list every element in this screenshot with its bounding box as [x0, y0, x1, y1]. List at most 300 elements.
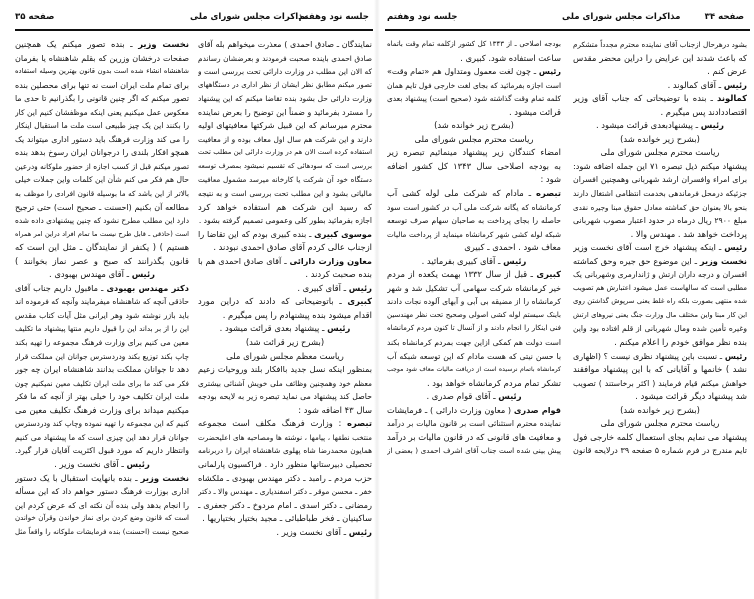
line-text: این کار مبنا واین مختلف مال وزارت جنگ یعنی نیروهای ارتش — [573, 310, 747, 319]
line-text: که رسید این شرکت هم استفاده خواهد کرد — [198, 201, 372, 212]
text-line — [15, 214, 189, 228]
line-text: ریاست معظم مجلس شورای ملی — [226, 350, 344, 361]
text-line — [198, 173, 372, 187]
line-text: تصور میکنم که اگر چنین قانونی را بگذرانیم تا حدی ما — [15, 94, 189, 104]
line-text: نماینده محترم استثنائی است بر قانون مالیات بر درآمد — [387, 419, 561, 429]
header-rule — [385, 29, 750, 31]
text-line — [573, 106, 747, 120]
text-line — [573, 133, 747, 147]
text-line — [387, 255, 561, 269]
text-line — [15, 295, 189, 309]
line-text: مطلبی است که سالهاست عمل میشود اعتبارش هم تصویب — [573, 283, 747, 292]
text-line — [387, 187, 561, 201]
session-label: جلسه نود وهفتم — [387, 12, 458, 22]
line-text: نمایندگان ـ صادق احمدی ) معذرت میخواهم بله آقای — [198, 40, 372, 49]
line-text: جزئیکه درمحل فرماندهی بخدمت انتظامی اشتغال دارند — [573, 189, 747, 199]
line-text: معاف شود . احمدی ـ کبیری — [464, 242, 561, 253]
text-line — [573, 241, 747, 255]
line-text: دستگاه خود آن شرکت یا کارخانه میرسد مشمول معافیت — [198, 175, 372, 185]
text-line — [198, 417, 372, 431]
line-text: را مسترد بفرمائید و ضمناً این توضیح را بعرض نماینده — [198, 107, 372, 117]
line-text: ـ چون لغت معمول ومتداول هم «تمام وقت» — [387, 67, 539, 77]
text-line — [198, 52, 372, 66]
text-line — [573, 65, 747, 79]
speaker-name: رئیس — [131, 269, 155, 280]
text-line — [573, 187, 747, 201]
line-text: شاهنشاه انشاء شده است بدون قانون بهترین وسیله استفاده — [15, 67, 189, 76]
text-line — [387, 201, 561, 215]
text-line — [15, 309, 189, 323]
text-line — [573, 38, 747, 52]
line-text: چاپ بکند توزیع بکند ودردسترس جوانان این مملکت قرار — [15, 351, 189, 361]
line-text: ازجناب عالی کردم آقای صادق احمدی نبودند . — [213, 242, 372, 253]
line-text: ـ آقای قوام صدری . — [426, 391, 499, 402]
speaker-name: موسوی کبیری — [314, 228, 372, 239]
line-text: ریاست محترم مجلس شورای ملی — [414, 133, 534, 144]
text-line — [387, 160, 561, 174]
text-line — [573, 119, 747, 133]
text-line — [15, 512, 189, 526]
speaker-name: دکتر مهندس بهبودی — [106, 282, 189, 293]
speaker-name: رئیس — [126, 458, 150, 469]
speaker-name: رئیس — [503, 255, 527, 266]
line-text: امضاء کنندگان زیر پیشنهاد مینمائیم تبصره زیر — [387, 147, 561, 158]
line-text: پیشنهاد میکنم ذیل تبصره ۷۱ این جمله اضافه شود: — [573, 160, 747, 171]
text-line — [15, 499, 189, 513]
text-line — [573, 336, 747, 350]
text-line — [15, 377, 189, 391]
text-line — [198, 146, 372, 160]
line-text: ـ این موضوع حق جیره وحق کماشته — [573, 255, 700, 266]
line-text: خفر ـ محسن موقر ـ دکتر اسفندیاری ـ مهندس والا ـ دکتر — [198, 487, 372, 497]
line-text: برای امراء وافسران ارشد شهربانی وهمچنین افسران — [573, 175, 747, 185]
line-text: حال هم فکر می کنم شأن این کلمات واین جملات خیلی — [15, 175, 189, 185]
text-line — [573, 322, 747, 336]
text-line — [573, 255, 747, 269]
line-text: (بشرح زیر خوانده شد) — [620, 133, 700, 144]
line-text: صفحات درخشان وزرین که بقلم شاهنشاه یا بفرمان — [15, 53, 189, 63]
text-line — [198, 187, 372, 201]
line-text: رمضانی ـ دکتر اسدی ـ امام مردوخ ـ دکتر جعفری ـ — [198, 499, 372, 510]
text-column — [198, 38, 372, 539]
text-line — [198, 377, 372, 391]
line-text: است (حاذقی ـ قابل طرح نیست ما تمام افراد دراین امر همراه — [15, 229, 189, 238]
line-text: که الان این مطلب در وزارت دارائی تحت بررسی است و — [198, 67, 372, 77]
page-number: صفحه ۳۴ — [704, 12, 744, 22]
line-text: ـ نسبت باین پیشنهاد نظری نیست ؟ (اظهاری — [573, 351, 725, 361]
line-text: جوانان قرار دهد این چیزی است که ما پیشنهاد می کنیم — [15, 432, 189, 442]
line-text: کلمه تمام وقت گذاشته شود (صحیح است) پیشنهاد بعدی — [387, 94, 561, 104]
line-text: ـ اینکه پیشنهاد خرج است آقای نخست وزیر — [573, 242, 725, 253]
speaker-name: کبیری — [347, 296, 372, 307]
line-text: همایون محمدرضا شاه پهلوی شاهنشاه ایران را دربرنامه — [198, 446, 372, 456]
speaker-name: رئیس — [724, 242, 747, 253]
text-line — [387, 309, 561, 323]
speaker-name: کبیری — [536, 269, 561, 280]
line-text: بررسی است که سودهائی که تقسیم نمیشود بمصرف توسعه — [198, 161, 372, 170]
line-text: بالاتر از این باشد که ما بوسیله قانون افرادی را موظف به — [15, 189, 189, 199]
line-text: عرض کنم . — [707, 66, 747, 77]
line-text: ـ مادام که شرکت ملی لوله کشی آب — [387, 188, 537, 199]
line-text: کرمانشاه که یگانه شرکت ملی آب در کشور است سود — [387, 202, 561, 212]
text-line — [15, 133, 189, 147]
text-line — [198, 431, 372, 445]
text-line — [15, 268, 189, 282]
text-line — [198, 485, 372, 499]
text-line — [15, 417, 189, 431]
line-text: برای تمام ملت ایران است نه تنها برای محصلین بنده — [15, 80, 189, 90]
text-line — [387, 390, 561, 404]
text-line — [198, 282, 372, 296]
line-text: هستیم ) ( یکنفر از نمایندگان ـ مثل این است که — [15, 242, 189, 253]
text-line — [15, 431, 189, 445]
line-text: شبکه لوله کشی شهر کرمانشاه مینماید از پرداخت مالیات — [387, 229, 561, 239]
text-line — [387, 444, 561, 458]
text-line — [15, 187, 189, 201]
text-line — [15, 146, 189, 160]
line-text: را بکنند این یک چیز طبیعی است ملت ما استقبال اینکار — [15, 121, 189, 131]
text-line — [387, 377, 561, 391]
line-text: ساکینیان ـ فخر طباطبائی ـ مجید بختیار بختیاریها . — [202, 513, 372, 524]
text-line — [15, 65, 189, 79]
text-line — [387, 38, 561, 52]
line-text: به بودجه اصلاحی سال ۱۳۴۳ کل کشور اضافه — [387, 160, 561, 171]
text-line — [198, 79, 372, 93]
page-number: صفحه ۳۵ — [15, 12, 55, 22]
text-line — [198, 512, 372, 526]
line-text: قانون بگذرانند که صبح و عصر نماز بخوانند ) — [15, 255, 189, 266]
text-line — [573, 444, 747, 458]
text-line — [573, 350, 747, 364]
text-column — [573, 38, 747, 458]
speaker-name: قوام صدری — [513, 404, 561, 415]
text-line — [198, 65, 372, 79]
text-line — [387, 106, 561, 120]
line-text: ـ قبل از سال ۱۳۳۲ بهمت یکعده از مردم — [387, 269, 537, 280]
text-line — [573, 52, 747, 66]
text-line — [387, 363, 561, 377]
text-line — [573, 431, 747, 445]
line-text: ـ آقای کبیری بفرمائید . — [421, 255, 504, 266]
text-line — [15, 485, 189, 499]
speaker-name: رئیس — [723, 79, 747, 90]
text-line — [198, 255, 372, 269]
text-line — [573, 268, 747, 282]
line-text: معظم خود وهمچنین وظائف ملی خویش آشنائی بیشتری — [198, 378, 372, 388]
text-line — [387, 295, 561, 309]
text-line — [198, 404, 372, 418]
line-text: ـ بنده کبیری بودم که این تقاضا را — [198, 228, 315, 239]
page-right — [377, 0, 754, 599]
text-line — [573, 146, 747, 160]
text-line — [15, 444, 189, 458]
text-line — [387, 146, 561, 160]
line-text: ریاست محترم مجلس شورای ملی — [600, 147, 720, 158]
line-text: اقدام میشود بنده پیشنهادم را پس میگیرم . — [222, 309, 372, 320]
line-text: تایم مندرج در فرم شماره ۵ صفحه ۳۹ درلایحه قانون — [573, 446, 747, 456]
text-line — [15, 458, 189, 472]
line-text: مالیاتی بشود و این مطلب تحت بررسی است و به نتیجه — [198, 189, 372, 199]
line-text: خواهش میکنم قیام فرمایند ( اکثر برخاستند ) تصویب — [573, 378, 747, 388]
speaker-name: تبصره — [347, 418, 372, 429]
line-text: ـ بنده بانهایت استقبال با یک دستور — [15, 472, 141, 483]
line-text: بنده نظر موافق خودم را اعلام میکنم . — [614, 337, 747, 348]
line-text: ـ بنده با توضیحاتی که جناب آقای وزیر — [573, 93, 717, 104]
line-text: (بشرح زیر قرائت شد) — [245, 337, 325, 348]
text-line — [15, 79, 189, 93]
text-line — [573, 201, 747, 215]
line-text: اداری بوزارت فرهنگ دستور خواهم داد که این مسأله — [15, 487, 189, 497]
text-line — [15, 350, 189, 364]
speaker-name: کمالوند — [716, 93, 747, 104]
line-text: استفاده کرده است الان هم در وزارت دارائی این مطلب تحت — [198, 148, 372, 157]
line-text: فکر می کند ما برای ملت ایران تکلیف معین نمیکنیم چون — [15, 378, 189, 388]
text-line — [387, 268, 561, 282]
line-text: باینک سیستم لوله کشی اصولی وصحیح تحت نظر مهندسین — [387, 310, 561, 319]
line-text: (بشرح زیر خوانده شد) — [620, 404, 700, 415]
text-line — [15, 390, 189, 404]
line-text: میکنیم میداند برای وزارت فرهنگ تکلیف معین می — [15, 404, 189, 415]
line-text: نشد ) خانمها و آقایانی که با این پیشنهاد موافقند — [573, 364, 747, 375]
line-text: شود : — [540, 174, 561, 185]
text-line — [198, 499, 372, 513]
line-text: ـ باتوضیحاتی که دادند که دراین مورد — [198, 296, 348, 307]
line-text: همچو افکار بلندی را درجوانان ایران رسوخ بدهد بنده — [15, 148, 189, 158]
text-line — [15, 52, 189, 66]
text-line — [387, 119, 561, 133]
text-line — [15, 322, 189, 336]
text-line — [198, 363, 372, 377]
text-line — [573, 214, 747, 228]
text-line — [387, 417, 561, 431]
speaker-name: رئیس — [538, 67, 561, 77]
speaker-name: رئیس — [498, 391, 522, 402]
line-text: حزب مردم ـ رامبد ـ دکتر مهندس بهبودی ـ ملکشاه — [198, 472, 372, 483]
text-line — [387, 52, 561, 66]
text-line — [198, 444, 372, 458]
text-column — [387, 38, 561, 458]
text-line — [198, 201, 372, 215]
text-line — [573, 377, 747, 391]
line-text: ـ پیشنهادبعدی قرائت میشود . — [595, 120, 701, 131]
text-line — [15, 228, 189, 242]
speaker-name: نخست وزیر — [140, 472, 189, 483]
line-text: با حسن نیتی که هست مادام که این توسعه شبکه آب — [387, 351, 561, 361]
text-line — [15, 336, 189, 350]
text-line — [387, 322, 561, 336]
line-text: خیر کرمانشاه شرکت سهامی آب تشکیل شد و شهر — [387, 283, 561, 293]
text-line — [387, 404, 561, 418]
text-line — [573, 173, 747, 187]
text-line — [198, 106, 372, 120]
text-line — [198, 336, 372, 350]
text-line — [573, 92, 747, 106]
text-line — [573, 160, 747, 174]
line-text: این را از بر بداند این را قبول داریم منتها پیشنهاد ما تکلیف — [15, 324, 189, 334]
text-line — [573, 228, 747, 242]
line-text: ـ بنده تصور میکنم یک همچنین — [15, 39, 139, 49]
text-line — [15, 282, 189, 296]
line-text: پیش بینی شده است جناب آقای اشرف احمدی ( بعضی از — [387, 446, 561, 456]
speaker-name: تبصره — [536, 188, 561, 199]
text-line — [198, 350, 372, 364]
line-text: است اجازه بفرمائید که بجای لغت خارجی فول تایم همان — [387, 80, 561, 90]
line-text: اقتصاددادند پس میگیرم . — [660, 106, 747, 117]
line-text: دهد تا جوانان مملکت بدانند شاهنشاه ایران چه جور — [15, 364, 189, 375]
text-line — [15, 119, 189, 133]
speaker-name: معاون وزارت دارائی — [289, 255, 372, 266]
line-text: صادق احمدی باینده صحبت فرمودند و بعرضشان رساندم — [198, 53, 372, 63]
line-text: تحصیلی دبیرستانها منظور دارد . فراکسیون پارلمانی — [198, 459, 372, 469]
text-line — [15, 92, 189, 106]
text-line — [573, 309, 747, 323]
line-text: (بشرح زیر خوانده شد) — [434, 120, 514, 131]
text-line — [198, 472, 372, 486]
text-line — [15, 472, 189, 486]
text-line — [15, 255, 189, 269]
line-text: ملت ایران تکلیف خود را خیلی بهتر از آنچه که ما فکر — [15, 392, 189, 402]
line-text: مبلغ ۲۹۰۰ ریال درماه در حدود اعتبار مصوب شهربانی — [573, 216, 747, 226]
text-line — [573, 363, 747, 377]
line-text: را می کند وزارت فرهنگ باید دستور اداری میتواند یک — [15, 134, 189, 144]
line-text: دارد این مطلب مطرح نشود که چنین پیشنهادی داده شده — [15, 216, 189, 226]
text-line — [15, 160, 189, 174]
line-text: شده منتهی بصورت بلکه راه غلط یعنی سرپوش گذاشتن روی — [573, 297, 747, 306]
line-text: کرمانشاه را از مضیقه بی آبی و آبهای آلوده نجات دادند — [387, 297, 561, 307]
speaker-name: رئیس — [327, 323, 351, 334]
text-line — [573, 404, 747, 418]
text-line — [198, 228, 372, 242]
line-text: ـ آقای مهندس بهبودی . — [49, 269, 132, 280]
text-line — [573, 417, 747, 431]
text-line — [15, 404, 189, 418]
line-text: حاصل کند پیشنهاد می نماید تبصره زیر به لایحه بودجه — [198, 392, 372, 402]
line-text: وغیره تأمین شده ومال شهربانی از قلم افتاده بود واین — [573, 324, 747, 334]
line-text: تصور میکنم مطابق نظر ایشان از نظر اداری در دستگاههای — [198, 80, 372, 89]
line-text: ساعت استفاده شود. کبیری . — [460, 52, 561, 63]
line-text: که باعث شدند این عرایض را دراین محضر مقدس — [573, 52, 747, 63]
line-text: صحیح نیست (احسنت) بنده فرمایشات ملوکانه را واقعاً مثل — [15, 527, 189, 536]
text-line — [387, 350, 561, 364]
line-text: ریاست محترم مجلس شورای ملی — [600, 418, 720, 429]
line-text: ـ آقای صادق احمدی هم با — [198, 255, 290, 266]
speaker-name: نخست وزیر — [699, 255, 747, 266]
text-line — [198, 458, 372, 472]
speaker-name: رئیس — [724, 351, 747, 361]
text-line — [198, 92, 372, 106]
text-line — [387, 133, 561, 147]
text-line — [198, 133, 372, 147]
line-text: ـ آقای نخست وزیر . — [276, 526, 349, 537]
text-line — [15, 241, 189, 255]
text-line — [15, 363, 189, 377]
line-text: ـ پیشنهاد بعدی قرائت میشود . — [219, 323, 328, 334]
line-text: تصور میکنم قبل از کسب اجازه از حضور ملوکانه ودرعین — [15, 161, 189, 171]
line-text: است که قانون وضع کردن برای نماز خواندن وقرآن خواندن — [15, 514, 189, 523]
text-line — [198, 309, 372, 323]
text-line — [573, 282, 747, 296]
text-line — [15, 106, 189, 120]
line-text: وانتظار داریم که مورد قبول اکثریت آقایان قرار گیرد. — [15, 446, 189, 456]
text-line — [387, 79, 561, 93]
text-line — [198, 322, 372, 336]
text-line — [387, 282, 561, 296]
text-line — [198, 295, 372, 309]
line-text: ـ آقای کمالوند . — [667, 79, 724, 90]
text-line — [198, 390, 372, 404]
text-line — [387, 214, 561, 228]
line-text: حاصله را بجای پرداخت به صاحبان سهام صرف توسعه — [387, 216, 561, 226]
line-text: است دولت هم کمکی ازاین جهت بمردم کرمانشاه بکند — [387, 338, 561, 348]
line-text: بنحو بالا بعنوان حق کماشته معادل حقوق مبنا وجیره نقدی — [573, 202, 747, 212]
text-line — [198, 38, 372, 52]
text-line — [387, 431, 561, 445]
speaker-name: نخست وزیر — [138, 39, 189, 49]
text-line — [573, 79, 747, 93]
line-text: بودجه اصلاحی ـ از ۱۳۴۳ کل کشور ازکلمه تمام وقت باتماه — [387, 40, 561, 48]
line-text: معکوس عمل میکنیم یعنی اینکه موظفشان کنیم این کار — [15, 107, 189, 117]
text-line — [573, 390, 747, 404]
line-text: مطالعه آن بکنیم (احسنت ـ صحیح است) حتی ترجیح — [15, 202, 189, 212]
text-line — [198, 526, 372, 540]
text-line — [573, 295, 747, 309]
text-line — [15, 38, 189, 52]
text-line — [198, 241, 372, 255]
line-text: فنی اینکار را انجام دادند و از آنسال تا کنون مردم کرمانشاه — [387, 324, 561, 333]
line-text: ـ آقای کبیری . — [297, 282, 349, 293]
text-line — [387, 336, 561, 350]
header-rule — [15, 29, 373, 31]
session-label: جلسه نود وهفتم — [298, 12, 369, 22]
line-text: وزارت دارائی حل بشود بنده تقاضا میکنم که این پیشنهاد — [198, 94, 372, 104]
line-text: منتخب نطقها ، پیامها ، نوشته ها ومصاحبه های اعلیحضرت — [198, 432, 372, 442]
line-text: سال ۴۳ اضافه شود : — [298, 404, 372, 415]
text-line — [387, 241, 561, 255]
text-line — [387, 173, 561, 187]
line-text: را انجام بدهد ولی بنده آن نکته ای که عرض کردم این — [15, 500, 189, 510]
line-text: دارند و این شرکت هم سال اول معاف بوده و از معافیت — [198, 134, 372, 144]
speaker-name: رئیس — [348, 282, 372, 293]
line-text: ـ ماقبول داریم جناب آقای — [15, 282, 107, 293]
line-text: تشکر تمام مردم کرمانشاه خواهد بود . — [426, 377, 561, 388]
line-text: اجازه بفرمائید بطور کلی وعمومی تصمیم گرفته بشود . — [198, 216, 372, 226]
line-text: قرائت میشود . — [508, 106, 561, 117]
speaker-name: رئیس — [348, 526, 372, 537]
running-title: مذاکرات مجلس شورای ملی — [562, 12, 681, 22]
line-text: ( معاون وزارت دارائی ) ـ فرمایشات — [387, 404, 514, 415]
line-text: بمنظور اینکه نسل جدید باافکار بلند وروحیات زعیم — [198, 364, 372, 375]
line-text: کرمانشاه باتمام نرسیده است از دریافت مالیات معاف شود موجب — [387, 366, 561, 374]
text-line — [198, 268, 372, 282]
speaker-name: رئیس — [700, 120, 725, 131]
text-line — [387, 228, 561, 242]
running-title: مذاکرات مجلس شورای ملی — [190, 12, 309, 22]
line-text: محترم میرسانم که این قبیل شرکتها معافیتهای اولیه — [198, 121, 372, 131]
text-line — [15, 201, 189, 215]
line-text: باید بازر نوشته شود وهر ایرانی مثل آیات کتاب مقدس — [15, 310, 189, 320]
line-text: بنده صحبت کردند . — [305, 269, 372, 280]
text-line — [198, 119, 372, 133]
text-line — [198, 160, 372, 174]
text-line — [198, 214, 372, 228]
text-line — [387, 65, 561, 79]
line-text: کنیم که این مجموعه را تهیه نموده وچاپ کند ودردسترس — [15, 419, 189, 429]
line-text: شد پیشنهاد دیگر قرائت میشود . — [635, 391, 747, 402]
line-text: پرداخت خواهد شد . مهندس والا . — [630, 228, 747, 239]
text-column — [15, 38, 189, 539]
line-text: حاذقی آنچه که شاهنشاه میفرمایند وآنچه که فرموده اند — [15, 297, 189, 307]
line-text: : وزارت فرهنگ مکلف است مجموعه — [198, 418, 348, 429]
